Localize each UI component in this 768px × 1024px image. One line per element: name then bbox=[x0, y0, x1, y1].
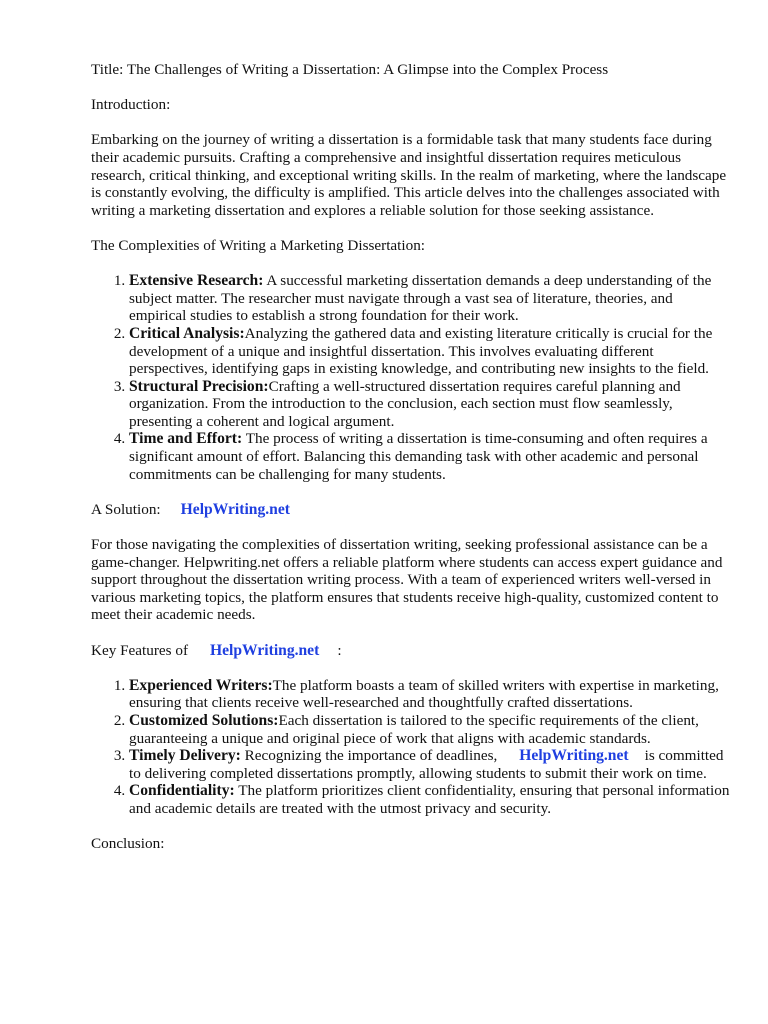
solution-heading bbox=[91, 501, 731, 519]
complexities-heading: The Complexities of Writing a Marketing Dissertation: bbox=[91, 236, 426, 254]
list-item-text: Crafting a well-structured dissertation requires careful planning and organization. From the introduction to the conclusion, each section must flow seamlessly, presenting a coherent and logical argument. bbox=[129, 377, 681, 430]
list-item-text: A successful marketing dissertation demands a deep understanding of the subject matter. The researcher must navigate through a vast sea of literature, theories, and empirical studies to establish a strong foundation for their work. bbox=[129, 272, 712, 325]
helpwriting-link[interactable]: HelpWriting.net bbox=[519, 747, 629, 765]
list-item-term: Timely Delivery: bbox=[129, 747, 241, 765]
document-page bbox=[91, 61, 731, 870]
helpwriting-link[interactable]: HelpWriting.net bbox=[180, 500, 290, 518]
list-item bbox=[129, 325, 731, 378]
list-item-text: The platform prioritizes client confidentiality, ensuring that personal information and academic details are treated with the utmost privacy and security. bbox=[129, 782, 730, 817]
intro-paragraph: Embarking on the journey of writing a dissertation is a formidable task that many students face during their academic pursuits. Crafting a comprehensive and insightful dissertation requires meticulous research, critical thinking, and exceptional writing skills. In the realm of marketing, where the landscape is constantly evolving, the difficulty is amplified. This article delves into the challenges associated with writing a marketing dissertation and explores a reliable solution for those seeking assistance. bbox=[91, 131, 727, 219]
list-item bbox=[129, 430, 731, 483]
solution-paragraph: For those navigating the complexities of dissertation writing, seeking professional assistance can be a game-changer. Helpwriting.net offers a reliable platform where students can access expert guidance and support throughout the dissertation writing process. With a team of experienced writers well-versed in various marketing topics, the platform ensures that students receive high-quality, customized content to meet their academic needs. bbox=[91, 536, 723, 624]
complexities-list bbox=[91, 272, 731, 483]
list-item bbox=[129, 712, 731, 747]
list-item-text: The platform boasts a team of skilled writers with expertise in marketing, ensuring that clients receive well-researched and thoughtfully crafted dissertations. bbox=[129, 676, 719, 712]
features-list bbox=[91, 677, 731, 818]
list-item-term: Structural Precision: bbox=[129, 377, 269, 395]
list-item-term: Critical Analysis: bbox=[129, 324, 245, 342]
intro-heading: Introduction: bbox=[91, 96, 171, 114]
helpwriting-link[interactable]: HelpWriting.net bbox=[210, 641, 320, 659]
document-title: Title: The Challenges of Writing a Dissertation: A Glimpse into the Complex Process bbox=[91, 61, 609, 78]
list-item-text: Analyzing the gathered data and existing literature critically is crucial for the development of a unique and insightful dissertation. This involves evaluating different perspectives, identifying gaps in existing knowledge, and contributing new insights to the field. bbox=[129, 324, 713, 378]
list-item-term: Extensive Research: bbox=[129, 272, 264, 290]
list-item-term: Experienced Writers: bbox=[129, 676, 273, 694]
solution-label: A Solution: bbox=[91, 500, 161, 518]
list-item-text: The process of writing a dissertation is time-consuming and often requires a significant amount of effort. Balancing this demanding task with other academic and personal commitments can be challenging for many students. bbox=[129, 430, 708, 483]
conclusion-heading: Conclusion: bbox=[91, 835, 165, 853]
list-item-text: Each dissertation is tailored to the specific requirements of the client, guaranteeing a unique and original piece of work that aligns with academic standards. bbox=[129, 711, 699, 747]
list-item bbox=[129, 747, 731, 782]
list-item bbox=[129, 677, 731, 712]
list-item bbox=[129, 782, 731, 817]
features-heading bbox=[91, 642, 731, 660]
list-item-text: Recognizing the importance of deadlines, bbox=[244, 747, 498, 765]
list-item-text: is committed to delivering completed dissertations promptly, allowing students to submit their work on time. bbox=[129, 747, 724, 782]
list-item bbox=[129, 272, 731, 325]
list-item bbox=[129, 378, 731, 431]
features-label: Key Features of bbox=[91, 641, 188, 659]
list-item-term: Time and Effort: bbox=[129, 430, 243, 448]
features-colon: : bbox=[337, 641, 342, 659]
list-item-term: Customized Solutions: bbox=[129, 711, 279, 729]
list-item-term: Confidentiality: bbox=[129, 782, 235, 800]
